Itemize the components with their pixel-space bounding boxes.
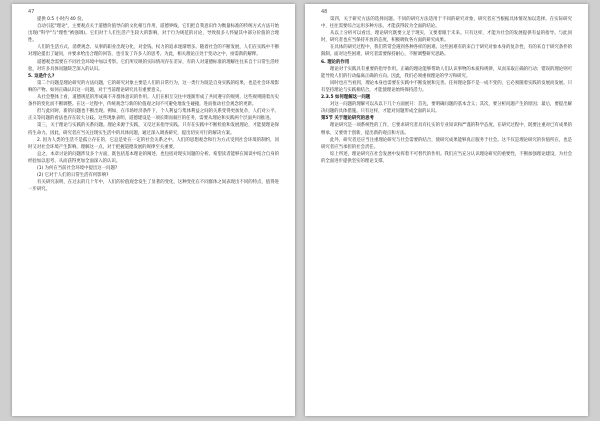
paragraph: 从社会整体上看，道德规范的形成离不开群体意识的作用。人们在相互交往中逐渐形成了共同遵守的规则，这些规则随着历史条件的变化而不断调整。在这一过程中，传统观念与新的价值观之间不可避免地发生碰撞，进而推动社会观念的更新。	[28, 95, 279, 108]
paragraph: 此外，研究者还应当注重理论研究与社会需要的结合，使研究成果能够真正服务于社会。这不仅是理论研究的价值所在，也是研究者应当承担的社会责任。	[321, 137, 572, 150]
section-heading: 5. 这是什么?	[28, 73, 55, 79]
section-heading: 第5节 关于理论研究的思考	[321, 116, 374, 122]
paragraph: 第三，关于理论与实践的关系问题。理论来源于实践，又反过来指导实践。只有在实践中不断检验和发展理论，才能使理论保持生命力。因此，研究者应当关注现实生活中的具体问题，通过深入调查研究，提出切实可行的解决方案。	[28, 123, 279, 136]
page-number: 48	[321, 9, 328, 15]
page-body	[28, 16, 279, 193]
page-left	[12, 4, 295, 416]
paragraph: 在具体的研究过程中，我们常常会遇到各种各样的困难。这些困难有的来自于研究对象本身的复杂性，有的来自于研究条件的限制。面对这些困难，研究者需要保持耐心，不断调整研究思路。	[321, 45, 572, 58]
paragraph: 从以上分析可以看出，理论研究既要立足于现实，又要着眼于未来。只有这样，才能为社会的发展提供有益的指导。与此同时，研究者也应当保持开放的态度，积极吸收各方面的研究成果。	[321, 31, 572, 44]
paragraph: 总之，本章讨论的问题涉及多个方面，既包括基本理论的阐述，也包括对现实问题的分析。希望读者能够在阅读中结合自身的经验加以思考，从而获得更加全面深入的认识。	[28, 151, 279, 164]
paragraph: 自动引起"理论"，主要观点关于道德价值导向的文化相互作用，道德界线，它们把自我意识作为衡量标准的传统方式方法开始出现("科学"与"理性"被强调)。它们对于人们生活产生较大的影响，对于行为规范的讨论，导致很多人怀疑其中部分价值的合理性。	[28, 24, 279, 44]
paragraph: 理论研究是一项系统性的工作，它要求研究者具有扎实的专业知识和严谨的科学态度。在研究过程中，既要注重对已有成果的继承，又要勇于创新，提出新的观点和方法。	[321, 123, 572, 136]
paragraph: 道德观念需要在不同社会环境中加以考察。它们所反映的实际情况存在差异，有的人对道德标准的理解往往来自于日常生活经验，对许多具体问题缺乏深入的认识。	[28, 59, 279, 72]
paragraph: 人们的生活方式、消费观念、从事的职业出现分化，对金钱、权力的追求逐渐增多。随着社会的不断发展，人们在实践中不断对理论提出了疑问，并要求给出合理的回答，也引发了许多人的思考。为此，相关理论正处于变动之中，亟需新的解释。	[28, 45, 279, 58]
page-number: 47	[28, 9, 35, 15]
paragraph: 第二个问题是理论研究的方法问题，它的研究对象主要是人们的日常行为，这一类行为既是自身实践的结果，也是社会环境影响的产物。如何正确认识这一问题，对于当前理论研究具有重要意义。	[28, 80, 279, 93]
paragraph: 综上所述，理论研究在社会发展中发挥着不可替代的作用。我们应当充分认识理论研究的重要性，不断加强理论建设，为社会的全面进步提供坚实的理论支撑。	[321, 151, 572, 164]
list-item: (2) 它对于人们的日常生活有何影响?	[37, 173, 109, 179]
page-body	[321, 16, 572, 165]
paragraph: 对这一问题的理解可以从以下几个方面展开：首先，要明确问题的基本含义；其次，要分析问题产生的原因；最后，要提出解决问题的具体措施。只有这样，才能对问题形成全面的认识。	[321, 102, 572, 115]
paragraph: 有关研究表明，在过去的几十年中，人们的价值观念发生了显著的变化，这种变化在不同群体之间表现出不同的特点，值得进一步研究。	[28, 180, 279, 193]
section-heading: 6. 理论的作用	[321, 59, 350, 65]
paragraph: 第四，关于研究方法的选择问题。不同的研究方法适用于不同的研究对象，研究者应当根据具体情况加以选择。在实际研究中，往往需要综合运用多种方法，才能获得较为全面的结论。	[321, 17, 572, 30]
paragraph: 2. 因为人类的生活不是孤立存在的，它总是处在一定的社会关系之中。人们的思想观念和行为方式受到社会环境的制约，同时又对社会环境产生影响。理解这一点，对于把握道德发展的规律至关重要。	[28, 137, 279, 150]
paragraph: 但与此同时，新的问题也不断出现。例如，在市场经济条件下，个人利益与集体利益之间的关系变得更加复杂，人们对公平、正义等问题的看法也存在较大分歧。这些现象表明，道德建设是一项长期而艰巨的任务，需要从理论和实践两个层面共同推进。	[28, 109, 279, 122]
paragraph: 同时也应当看到，理论本身也需要在实践中不断发展和完善。任何理论都不是一成不变的，它必须随着实践的发展而发展。只有坚持理论与实践相结合，才能使理论始终保持活力。	[321, 80, 572, 93]
list-item: (1) 为何在当前社会环境中提出这一问题?	[37, 165, 118, 171]
paragraph: 提供 0.5 小时内 40 份。	[37, 17, 86, 22]
section-heading: 2.3.5 如何理解这一问题	[321, 95, 371, 101]
paragraph: 理论对于实践具有重要的指导作用。正确的理论能够帮助人们认识事物的本质和规律，从而采取正确的行动；错误的理论则可能导致人们的行动偏离正确的方向。因此，我们必须重视理论的学习和研究。	[321, 66, 572, 79]
page-right	[305, 4, 588, 416]
